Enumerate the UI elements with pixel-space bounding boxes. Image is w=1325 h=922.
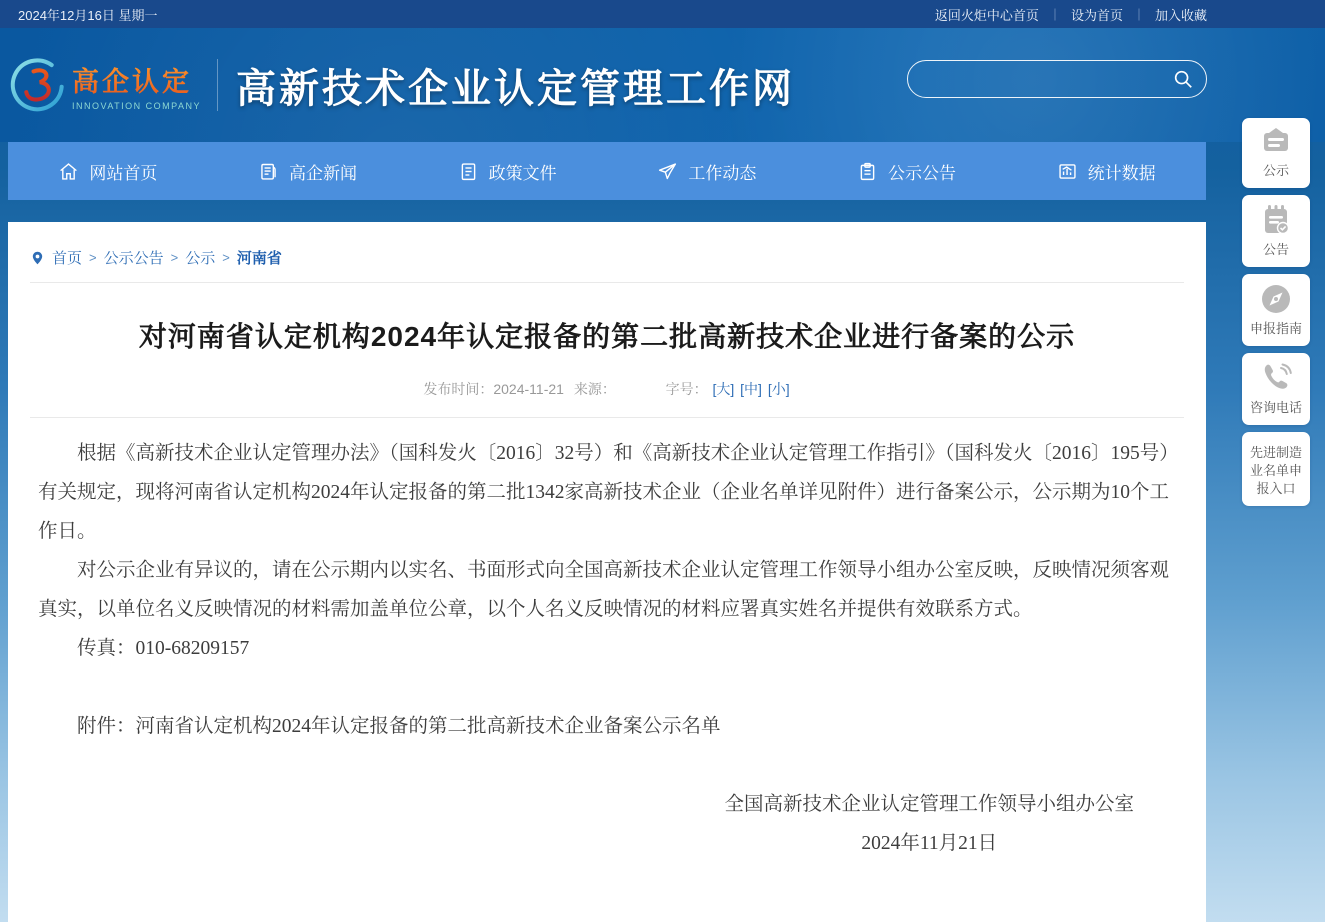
link-add-favorite[interactable]: 加入收藏	[1154, 7, 1207, 23]
bar-chart-icon	[1057, 161, 1078, 182]
nav-item-announcements[interactable]	[807, 142, 1007, 200]
publish-date: 2024-11-21	[493, 381, 564, 397]
top-links	[935, 5, 1207, 24]
breadcrumb-gongshi[interactable]: 公示	[185, 250, 216, 267]
side-card-gongshi[interactable]	[1242, 118, 1310, 188]
logo-cn-text: 高企认定	[72, 60, 201, 99]
nav-item-news[interactable]	[208, 142, 408, 200]
search-box	[907, 60, 1207, 98]
breadcrumb-separator: >	[222, 250, 230, 265]
nav-label: 工作动态	[688, 163, 757, 183]
fontsize-label: 字号：	[665, 381, 708, 397]
top-link-separator: ｜	[1132, 7, 1145, 22]
nav-label: 公示公告	[888, 163, 957, 183]
breadcrumb-henan[interactable]: 河南省	[236, 250, 282, 267]
fontsize-large-button[interactable]: [大]	[712, 381, 735, 397]
article-paragraph: 对公示企业有异议的，请在公示期内以实名、书面形式向全国高新技术企业认定管理工作领导小组办公室反映，反映情况须客观真实，以单位名义反映情况的材料需加盖单位公章，以个人名义反映情况的材料应署真实姓名并提供有效联系方式。	[38, 560, 1170, 620]
nav-label: 高企新闻	[289, 163, 357, 183]
link-torch-center-home[interactable]: 返回火炬中心首页	[934, 7, 1039, 23]
side-card-label: 公示	[1262, 163, 1289, 178]
side-card-phone[interactable]	[1242, 353, 1310, 425]
attachment-link[interactable]: 附件：河南省认定机构2024年认定报备的第二批高新技术企业备案公示名单	[77, 716, 721, 737]
side-card-gonggao[interactable]	[1242, 195, 1310, 267]
breadcrumb	[8, 222, 1206, 268]
breadcrumb-divider-line	[30, 282, 1184, 283]
nav-item-policy[interactable]	[407, 142, 607, 200]
nav-label: 政策文件	[488, 163, 557, 183]
site-logo[interactable]	[10, 56, 201, 114]
header-divider	[217, 59, 218, 111]
article-body	[8, 418, 1206, 863]
publish-time-label: 发布时间：	[423, 381, 494, 397]
news-icon	[258, 161, 279, 182]
blank-line	[38, 668, 1176, 707]
logo-text	[72, 60, 201, 111]
logo-en-text: INNOVATION COMPANY	[72, 100, 202, 111]
nav-label: 网站首页	[89, 163, 158, 183]
notice-board-icon	[1258, 126, 1294, 158]
site-header	[0, 28, 1325, 142]
side-card-label: 公告	[1262, 242, 1289, 257]
side-card-advanced-manufacturing-entry[interactable]	[1242, 432, 1310, 506]
home-icon	[58, 161, 79, 182]
link-set-homepage[interactable]: 设为首页	[1070, 7, 1123, 23]
nav-item-home[interactable]	[8, 142, 208, 200]
side-card-label: 咨询电话	[1249, 400, 1302, 415]
search-input[interactable]	[908, 61, 1172, 97]
main-nav	[8, 142, 1206, 200]
article-meta	[8, 379, 1206, 399]
side-card-label: 先进制造业名单申报入口	[1249, 445, 1302, 496]
breadcrumb-separator: >	[170, 250, 179, 265]
nav-item-statistics[interactable]	[1006, 142, 1206, 200]
article-title: 对河南省认定机构2024年认定报备的第二批高新技术企业进行备案的公示	[138, 321, 1076, 352]
fontsize-small-button[interactable]: [小]	[767, 381, 790, 397]
side-card-label: 申报指南	[1249, 321, 1302, 336]
breadcrumb-separator: >	[89, 250, 97, 265]
signature-block	[724, 785, 1134, 863]
top-bar	[0, 0, 1325, 28]
article-paragraph: 根据《高新技术企业认定管理办法》（国科发火〔2016〕32号）和《高新技术企业认定管理工作指引》（国科发火〔2016〕195号）有关规定，现将河南省认定机构2024年认定报备的第二批1342家高新技术企业（企业名单详见附件）进行备案公示，公示期为10个工作日。	[38, 443, 1170, 542]
document-icon	[458, 161, 479, 182]
fontsize-medium-button[interactable]: [中]	[740, 381, 762, 397]
breadcrumb-announcements[interactable]: 公示公告	[103, 250, 164, 267]
source-label: 来源：	[573, 381, 616, 397]
search-icon[interactable]	[1172, 68, 1194, 90]
top-link-separator: ｜	[1048, 7, 1061, 22]
signature-date: 2024年11月21日	[861, 833, 998, 854]
nav-item-work-trends[interactable]	[607, 142, 807, 200]
nav-label: 统计数据	[1087, 163, 1156, 183]
current-date: 2024年12月16日 星期一	[18, 7, 158, 23]
notepad-icon	[1258, 203, 1294, 237]
side-quick-links	[1242, 118, 1310, 506]
clipboard-icon	[857, 161, 878, 182]
phone-icon	[1259, 361, 1293, 395]
paper-plane-icon	[657, 161, 678, 182]
content-panel	[8, 222, 1206, 922]
fax-line: 传真：010-68209157	[77, 638, 250, 659]
compass-icon	[1259, 282, 1293, 316]
site-title: 高新技术企业认定管理工作网	[236, 65, 796, 111]
side-card-shenbao-guide[interactable]	[1242, 274, 1310, 346]
logo-swirl-icon	[10, 56, 68, 114]
breadcrumb-home[interactable]: 首页	[52, 250, 83, 267]
location-pin-icon	[30, 249, 45, 267]
signature-office: 全国高新技术企业认定管理工作领导小组办公室	[724, 794, 1134, 815]
